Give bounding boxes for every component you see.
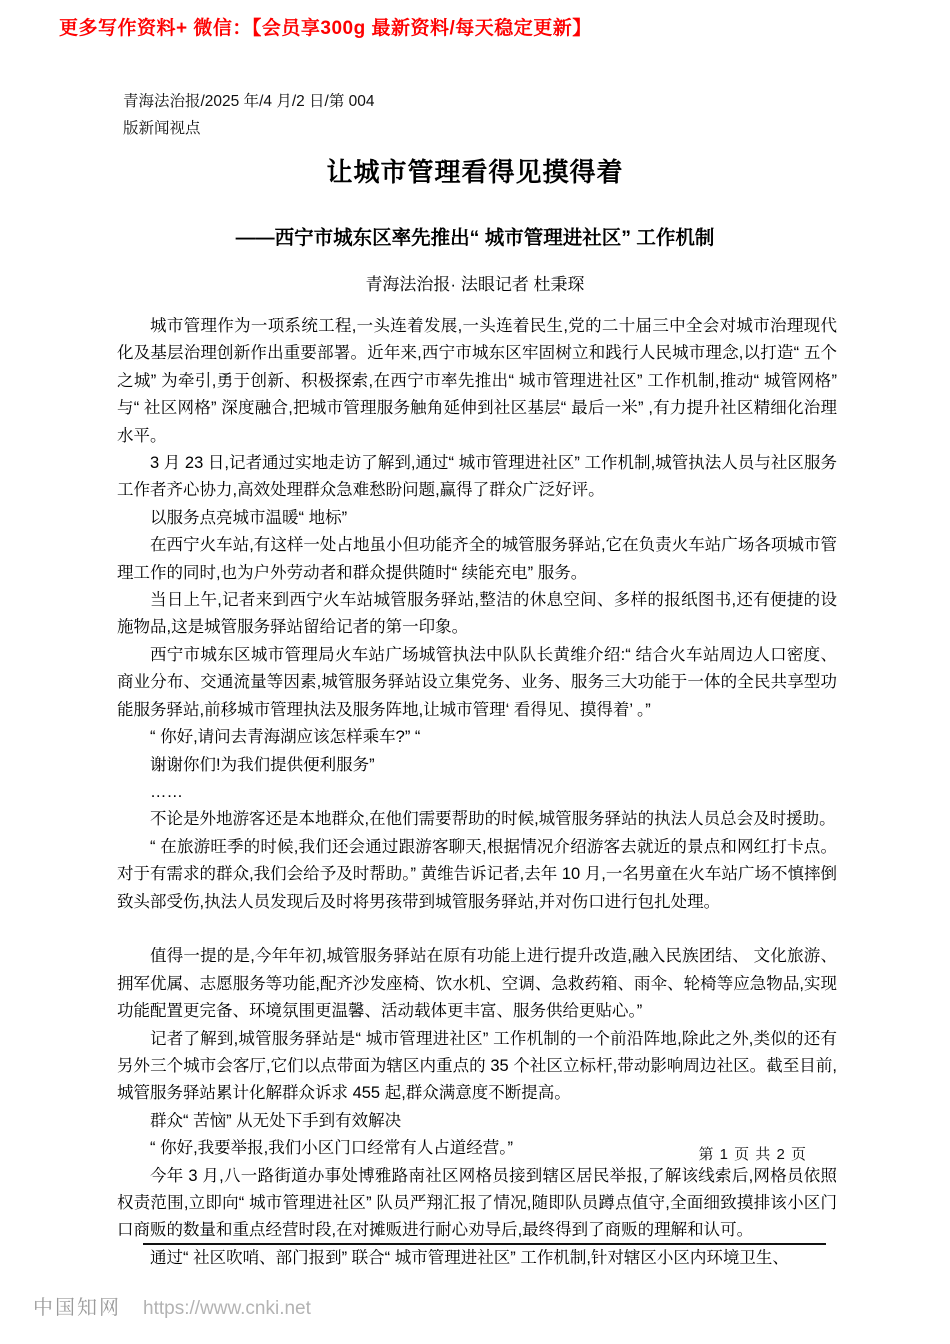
page-number: 第 1 页 共 2 页 <box>698 1146 807 1163</box>
article-paragraph: 不论是外地游客还是本地群众,在他们需要帮助的时候,城管服务驿站的执法人员总会及时援助。 <box>150 810 836 829</box>
article-subtitle: ——西宁市城东区率先推出“ 城市管理进社区” 工作机制 <box>235 227 715 249</box>
paragraph-spacer <box>117 916 837 943</box>
article-paragraph: 以服务点亮城市温暖“ 地标” <box>150 508 348 527</box>
article-paragraph: 通过“ 社区吹哨、部门报到” 联合“ 城市管理进社区” 工作机制,针对辖区小区内环境卫生、 <box>150 1248 789 1267</box>
article-paragraph: “ 你好,我要举报,我们小区门口经常有人占道经营。” <box>150 1139 513 1158</box>
article-byline: 青海法治报· 法眼记者 杜秉琛 <box>365 275 585 294</box>
article-paragraph: 今年 3 月,八一路街道办事处博雅路南社区网格员接到辖区居民举报,了解该线索后,网格员依照权责范围,立即向“ 城市管理进社区” 队员严翔汇报了情况,随即队员蹲点值守,全面细致摸排该小区门口商贩的数量和重点经营时段,在对摊贩进行耐心劝导后,最终得到了商贩的理解和认可。 <box>117 1166 837 1240</box>
article-paragraph: …… <box>150 782 183 801</box>
article-paragraph: 记者了解到,城管服务驿站是“ 城市管理进社区” 工作机制的一个前沿阵地,除此之外,类似的还有另外三个城市会客厅,它们以点带面为辖区内重点的 35 个社区立标杆,带动影响周边社区。截至目前,城管服务驿站累计化解群众诉求 455 起,群众满意度不断提高。 <box>117 1029 837 1103</box>
cnki-brand-text: 中国知网 <box>33 1297 121 1319</box>
article-paragraph: “ 在旅游旺季的时候,我们还会通过跟游客聊天,根据情况介绍游客去就近的景点和网红打卡点。对于有需求的群众,我们会给予及时帮助。” 黄维告诉记者,去年 10 月,一名男童在火车站广场不慎摔倒致头部受伤,执法人员发现后及时将男孩带到城管服务驿站,并对伤口进行包扎处理。 <box>117 837 837 911</box>
article-paragraph: 城市管理作为一项系统工程,一头连着发展,一头连着民生,党的二十届三中全会对城市治理现代化及基层治理创新作出重要部署。近年来,西宁市城东区牢固树立和践行人民城市理念,以打造“ 五个之城” 为牵引,勇于创新、积极探索,在西宁市率先推出“ 城市管理进社区” 工作机制,推动“ 城管网格” 与“ 社区网格” 深度融合,把城市管理服务触角延伸到社区基层“ 最后一米” ,有力提升社区精细化治理水平。 <box>117 317 837 445</box>
publication-source-line1: 青海法治报/2025 年/4 月/2 日/第 004 <box>123 93 375 110</box>
cnki-url-link[interactable]: https://www.cnki.net <box>143 1298 311 1319</box>
article-body <box>117 313 837 1272</box>
article-title: 让城市管理看得见摸得着 <box>326 157 624 187</box>
article-paragraph: 值得一提的是,今年年初,城管服务驿站在原有功能上进行提升改造,融入民族团结、 文化旅游、拥军优属、志愿服务等功能,配齐沙发座椅、饮水机、空调、急救药箱、雨伞、轮椅等应急物品,实现功能配置更完备、环境氛围更温馨、活动载体更丰富、服务供给更贴心。” <box>117 947 837 1021</box>
article-paragraph: “ 你好,请问去青海湖应该怎样乘车?” “ <box>150 728 421 747</box>
article-paragraph: 西宁市城东区城市管理局火车站广场城管执法中队队长黄维介绍:“ 结合火车站周边人口密度、商业分布、交通流量等因素,城管服务驿站设立集党务、业务、服务三大功能于一体的全民共享型功能服务驿站,前移城市管理执法及服务阵地,让城市管理‘ 看得见、摸得着’ 。” <box>117 645 837 719</box>
promo-banner: 更多写作资料+ 微信：【会员享300g 最新资料/每天稳定更新】 <box>59 18 592 39</box>
footer-divider <box>143 1243 826 1245</box>
publication-source-line2: 版新闻视点 <box>123 120 201 137</box>
article-paragraph: 3 月 23 日,记者通过实地走访了解到,通过“ 城市管理进社区” 工作机制,城管执法人员与社区服务工作者齐心协力,高效处理群众急难愁盼问题,赢得了群众广泛好评。 <box>117 454 837 500</box>
publication-source <box>123 88 375 142</box>
article-paragraph: 当日上午,记者来到西宁火车站城管服务驿站,整洁的休息空间、多样的报纸图书,还有便捷的设施物品,这是城管服务驿站留给记者的第一印象。 <box>117 591 837 637</box>
footer <box>33 1291 311 1320</box>
article-paragraph: 在西宁火车站,有这样一处占地虽小但功能齐全的城管服务驿站,它在负责火车站广场各项城市管理工作的同时,也为户外劳动者和群众提供随时“ 续能充电” 服务。 <box>117 536 837 582</box>
article-paragraph: 谢谢你们!为我们提供便利服务” <box>150 755 375 774</box>
article-paragraph: 群众“ 苦恼” 从无处下手到有效解决 <box>150 1111 402 1130</box>
